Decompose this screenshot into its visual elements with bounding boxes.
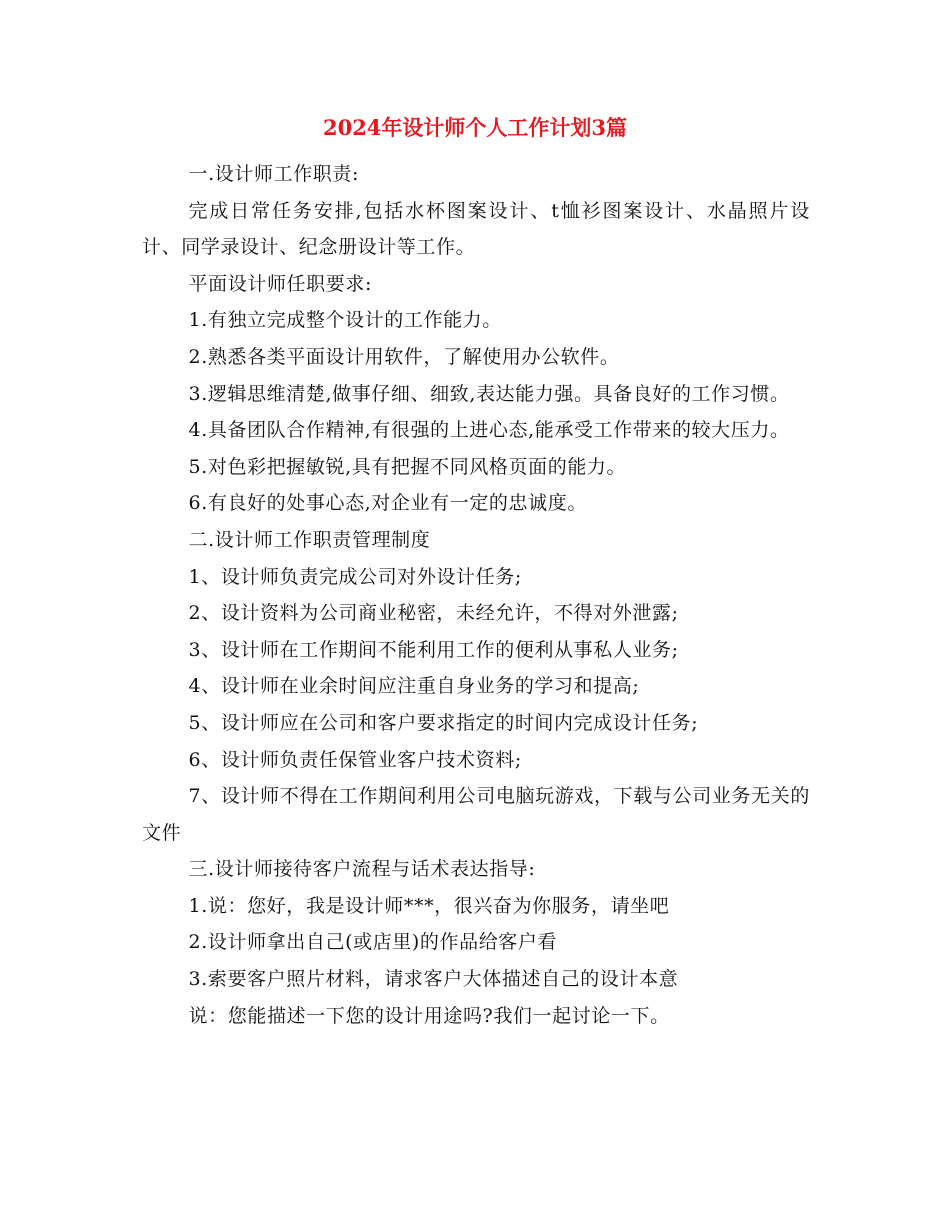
document-title: 2024年设计师个人工作计划3篇 [322,115,628,140]
list-item-requirement-1: 1.有独立完成整个设计的工作能力。 [188,309,502,332]
list-item-rule-4: 4、设计师在业余时间应注重自身业务的学习和提高; [188,675,640,698]
list-item-rule-2: 2、设计资料为公司商业秘密，未经允许，不得对外泄露; [188,602,679,625]
list-item-rule-5: 5、设计师应在公司和客户要求指定的时间内完成设计任务; [188,711,699,734]
list-item-rule-7: 7、设计师不得在工作期间利用公司电脑玩游戏，下载与公司业务无关的文件 [142,785,810,844]
paragraph-dialogue: 说：您能描述一下您的设计用途吗?我们一起讨论一下。 [188,1004,670,1027]
section-heading-reception: 三.设计师接待客户流程与话术表达指导: [188,858,536,881]
paragraph-daily-tasks: 完成日常任务安排,包括水杯图案设计、t恤衫图案设计、水晶照片设计、同学录设计、纪念册设计等工作。 [142,199,810,259]
list-item-rule-6: 6、设计师负责任保管业客户技术资料; [188,748,522,771]
section-heading-duties: 一.设计师工作职责: [188,163,359,185]
list-item-rule-1: 1、设计师负责完成公司对外设计任务; [188,565,522,588]
list-item-step-3: 3.索要客户照片材料，请求客户大体描述自己的设计本意 [188,968,679,991]
document-body [142,156,810,1034]
list-item-requirement-6: 6.有良好的处事心态,对企业有一定的忠诚度。 [188,492,587,515]
subheading-requirements: 平面设计师任职要求: [188,272,372,295]
list-item-requirement-2: 2.熟悉各类平面设计用软件，了解使用办公软件。 [188,345,620,368]
list-item-requirement-3: 3.逻辑思维清楚,做事仔细、细致,表达能力强。具备良好的工作习惯。 [188,382,790,405]
list-item-rule-3: 3、设计师在工作期间不能利用工作的便利从事私人业务; [188,638,679,661]
list-item-requirement-5: 5.对色彩把握敏锐,具有把握不同风格页面的能力。 [188,455,627,478]
list-item-step-1: 1.说：您好，我是设计师***，很兴奋为你服务，请坐吧 [188,894,670,917]
section-heading-management: 二.设计师工作职责管理制度 [188,528,431,551]
list-item-step-2: 2.设计师拿出自己(或店里)的作品给客户看 [188,931,558,954]
list-item-requirement-4: 4.具备团队合作精神,有很强的上进心态,能承受工作带来的较大压力。 [188,419,790,442]
